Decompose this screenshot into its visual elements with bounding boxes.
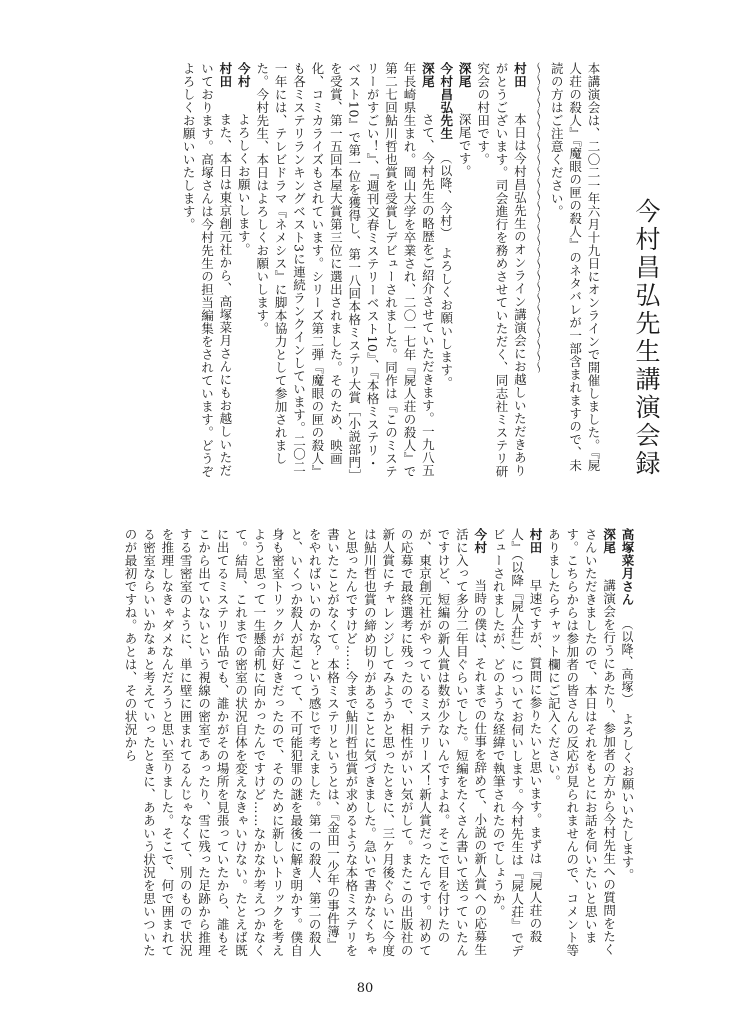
speaker-name: 深尾: [420, 62, 436, 88]
speaker-name: 今村: [472, 528, 488, 554]
page-number: 80: [356, 981, 374, 996]
dialogue-line: [489, 528, 544, 960]
dialogue-line: [436, 62, 454, 482]
page-title: 今村昌弘先生講演会録: [632, 198, 661, 478]
speaker-name: 今村: [236, 62, 252, 88]
intro-paragraph: 本講演会は、二〇二一年六月十九日にオンラインで開催しました。『屍人荘の殺人』『魔眼の匣の殺人』のネタバレが一部含まれますので、未読の方はご注意ください。: [549, 62, 601, 472]
dialogue-line: [179, 62, 234, 482]
dialogue-line: [252, 62, 436, 482]
dialogue-text: さて、今村先生の略歴をご紹介させていただきます。一九八五年長崎県生まれ。岡山大学を卒業され、二〇一七年『屍人荘の殺人』で第二七回鮎川哲也賞を受賞しデビューされました。同作は『このミステリーがすごい！』、『週刊文春ミステリーベスト10』、『本格ミステリ・ベスト10』で第一位を獲得し、第一八回本格ミステリ大賞［小説部門］を受賞、第一五回本屋大賞第三位に選出されました。そのため、映画化、コミカライズもされています。シリーズ第二弾『魔眼の匣の殺人』も各ミステリランキングベスト3に連続ランクインしています。二〇二一年には、テレビドラマ『ネメシス』に脚本協力として参加されました。今村先生、本日はよろしくお願いします。: [254, 62, 436, 482]
dialogue-text: 当時の僕は、それまでの仕事を辞めて、小説の新人賞への応募生活に入って多分二年目ぐらいでした。短編をたくさん書いて送っていたんですけど、短編の新人賞は数が少ないんですよね。そこで目を付けたのが、東京創元社がやっているミステリーズ！新人賞だったんです。初めての応募で最終選考に残ったので、相性がいい気がして。またこの出版社の新人賞にチャレンジしてみようかと思ったときに、三ケ月後ぐらいに今度は鮎川哲也賞の締め切りがあることに気づきました。急いで書かなくちゃと思ったんですけど……今まで鮎川哲也賞が求めるような本格ミステリを書いたことがなくて。本格ミステリというとは、『金田一少年の事件簿』をやればいいのかな？という感じで考えました。第一の殺人、第二の殺人と、いくつか殺人が起こって、不可能犯罪の謎を最後に解き明かす。僕自身も密室トリックが大好きだったので、そのために新しいトリックを考えようと思って一生懸命机に向かったんですけど……なかなか考えつかなくて。結局、これまでの密室の状況自体を変えなきゃいけない。たとえば既に出てるミステリ作品でも、誰かがその場所を見張っていたから、誰もそこから出ていないという視線の密室であったり、雪に残った足跡から推理する雪密室のように、単に壁に囲まれてるんじゃなくて、別のもので状況を推理しなきゃダメなんだろうと思い至りました。そこで、何で囲まれてる密室ならいいかなぁと考えていったときに、ああいう状況を思いついたのが最初ですね。あとは、その状況から: [123, 528, 488, 957]
dialogue-line: [544, 528, 618, 960]
dialogue-text: 早速ですが、質問に参りたいと思います。まずは『屍人荘の殺人』（以降『屍人荘』）についてお伺いします。今村先生は『屍人荘』でデビューされましたが、どのような経緯で執筆されたのでしょうか。: [491, 528, 543, 958]
dialogue-text: よろしくお願いします。: [236, 113, 252, 256]
speaker-note: （以降、高塚）: [620, 618, 634, 700]
speaker-name: 村田: [512, 62, 528, 88]
dialogue-line: [455, 62, 473, 482]
dialogue-text: 本日は今村昌弘先生のオンライン講演会にお越しいただきありがとうございます。司会進行を務めさせていただく、同志社ミステリ研究会の村田です。: [475, 62, 528, 478]
dialogue-line: [234, 62, 252, 482]
dialogue-text: よろしくお願いいたします。: [620, 712, 635, 882]
speaker-name: 深尾: [601, 528, 617, 554]
upper-text-block: [66, 62, 602, 482]
wave-divider: 〜〜〜〜〜〜〜〜〜〜〜〜〜〜〜〜〜〜〜〜〜〜〜〜〜〜〜: [530, 62, 546, 373]
speaker-note: （以降、今村）: [438, 152, 453, 234]
speaker-name: 深尾: [457, 62, 473, 88]
dialogue-text: 講演会を行うにあたり、参加者の方から今村先生への質問をたくさんいただきましたので、本日はそれをもとにお話を伺いたいと思います。こちらからは参加者の皆さんの反応が見られませんので、コメント等ありましたらチャット欄にご記入ください。: [546, 528, 617, 957]
dialogue-text: よろしくお願いします。: [438, 246, 454, 390]
dialogue-text: 深尾です。: [457, 113, 473, 178]
speaker-name: 村田: [217, 62, 233, 88]
speaker-name: 村田: [527, 528, 543, 554]
speaker-name: 今村昌弘先生: [438, 62, 454, 140]
dialogue-line: [121, 528, 489, 960]
speaker-name: 高塚菜月さん: [620, 528, 635, 606]
lower-text-block: [66, 528, 636, 960]
dialogue-line: [473, 62, 528, 482]
dialogue-text: また、本日は東京創元社から、高塚菜月さんにもお越しいただいております。高塚さんは今村先生の担当編集をされています。どうぞよろしくお願いいたします。: [181, 62, 233, 478]
dialogue-line: [618, 528, 636, 960]
